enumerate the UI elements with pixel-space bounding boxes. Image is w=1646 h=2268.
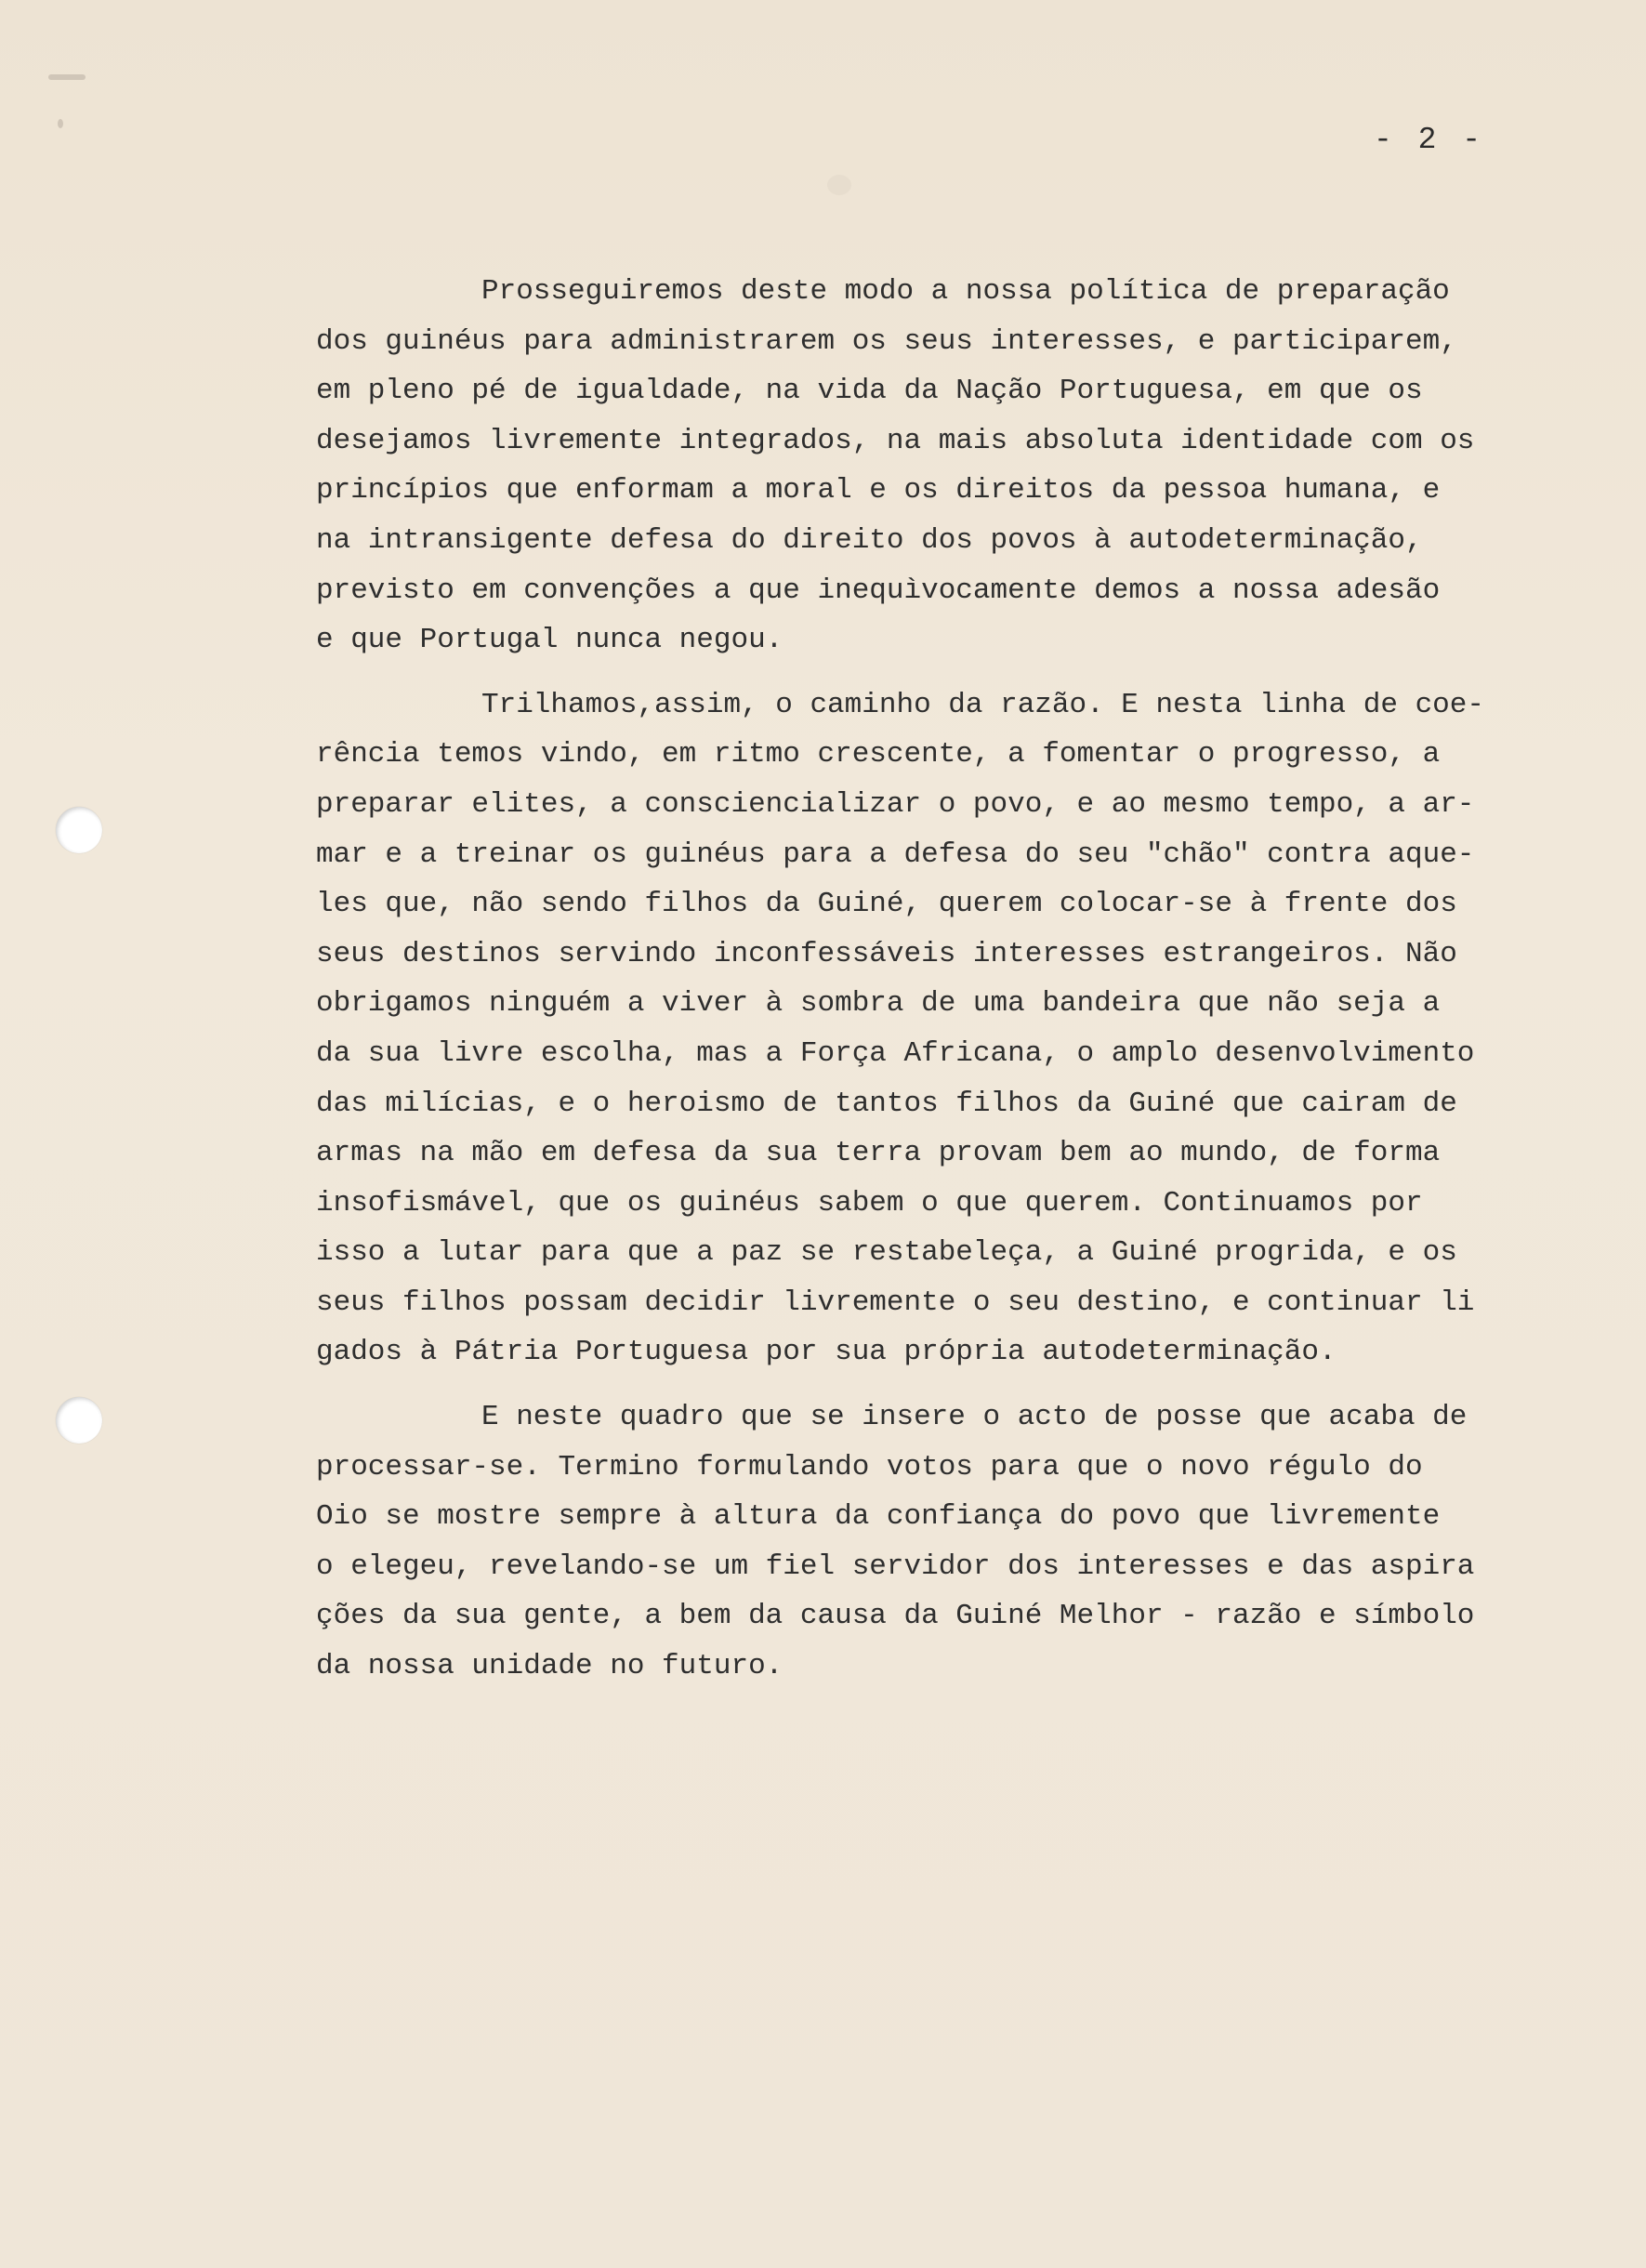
text-line: previsto em convenções a que inequìvocamente demos a nossa adesão: [316, 574, 1441, 607]
paper-smudge: [58, 119, 63, 128]
text-line: obrigamos ninguém a viver à sombra de uma bandeira que não seja a: [316, 987, 1441, 1021]
text-line: na intransigente defesa do direito dos povos à autodeterminação,: [316, 523, 1423, 557]
text-line: princípios que enformam a moral e os direitos da pessoa humana, e: [316, 474, 1441, 508]
text-line: e que Portugal nunca negou.: [316, 624, 783, 657]
text-line: das milícias, e o heroismo de tantos filhos da Guiné que cairam de: [316, 1087, 1457, 1120]
text-line: insofismável, que os guinéus sabem o que querem. Continuamos por: [316, 1186, 1423, 1220]
text-line: Trilhamos,assim, o caminho da razão. E nesta linha de coe-: [481, 688, 1484, 721]
paragraph-3: [316, 1392, 1561, 1692]
text-line: Prosseguiremos deste modo a nossa política de preparação: [481, 275, 1450, 308]
letter-body: [316, 267, 1561, 1707]
text-line: mar e a treinar os guinéus para a defesa do seu "chão" contra aque-: [316, 837, 1475, 871]
punch-hole: [56, 1397, 102, 1444]
text-line: dos guinéus para administrarem os seus interesses, e participarem,: [316, 324, 1457, 358]
text-line: em pleno pé de igualdade, na vida da Nação Portuguesa, em que os: [316, 375, 1423, 408]
paper-smudge: [827, 175, 851, 195]
text-line: da nossa unidade no futuro.: [316, 1650, 783, 1683]
text-line: E neste quadro que se insere o acto de posse que acaba de: [481, 1401, 1468, 1434]
text-line: seus destinos servindo inconfessáveis interesses estrangeiros. Não: [316, 937, 1457, 970]
text-line: isso a lutar para que a paz se restabeleça, a Guiné progrida, e os: [316, 1236, 1457, 1270]
text-line: les que, não sendo filhos da Guiné, querem colocar-se à frente dos: [316, 888, 1457, 921]
paper-smudge: [48, 74, 86, 80]
text-line: ções da sua gente, a bem da causa da Guiné Melhor - razão e símbolo: [316, 1600, 1475, 1633]
text-line: Oio se mostre sempre à altura da confiança do povo que livremente: [316, 1500, 1441, 1534]
text-line: desejamos livremente integrados, na mais absoluta identidade com os: [316, 424, 1475, 457]
text-line: seus filhos possam decidir livremente o seu destino, e continuar li: [316, 1286, 1475, 1319]
text-line: preparar elites, a consciencializar o povo, e ao mesmo tempo, a ar-: [316, 787, 1475, 821]
punch-hole: [56, 807, 102, 853]
paragraph-1: [316, 267, 1561, 666]
paragraph-2: [316, 680, 1561, 1378]
text-line: da sua livre escolha, mas a Força Africana, o amplo desenvolvimento: [316, 1036, 1475, 1070]
page-number: - 2 -: [1374, 123, 1485, 157]
text-line: o elegeu, revelando-se um fiel servidor dos interesses e das aspira: [316, 1549, 1475, 1583]
text-line: armas na mão em defesa da sua terra provam bem ao mundo, de forma: [316, 1137, 1441, 1170]
text-line: rência temos vindo, em ritmo crescente, a fomentar o progresso, a: [316, 738, 1441, 771]
text-line: processar-se. Termino formulando votos para que o novo régulo do: [316, 1450, 1423, 1483]
text-line: gados à Pátria Portuguesa por sua própria autodeterminação.: [316, 1336, 1337, 1369]
